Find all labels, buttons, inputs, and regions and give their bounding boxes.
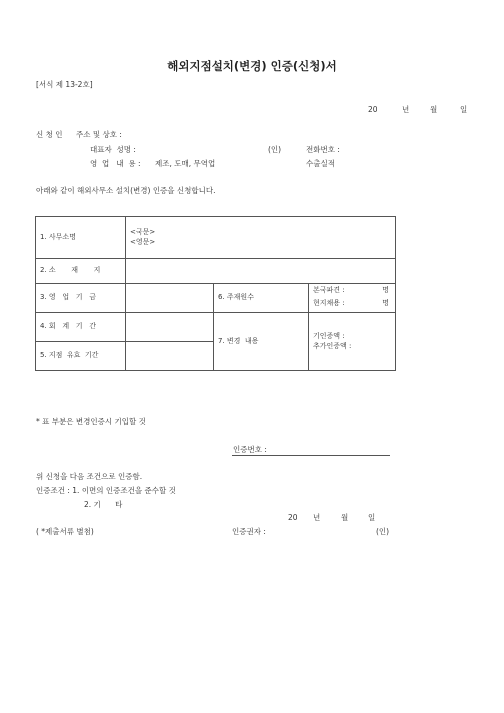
date-bottom-month-label: 월 [341, 513, 349, 522]
validity-period-label: 5. 지점 유효 기간 [36, 342, 126, 371]
phone-label: 전화번호 : [306, 145, 340, 154]
applicant-label: 신 청 인 [36, 130, 63, 139]
authority-seal: (인) [376, 527, 390, 536]
documents-note: ( *제출서류 별첨) [36, 527, 94, 536]
location-cell [126, 259, 396, 284]
existing-amount-label: 기인증액 : [313, 332, 345, 341]
export-label: 수출실적 [306, 159, 335, 168]
representative-label: 대표자 성명 : [90, 145, 136, 154]
change-content-label: 7. 변경 내용 [214, 313, 309, 371]
cert-number-underline [232, 455, 390, 456]
fiscal-period-cell [126, 313, 214, 342]
applicant-seal: (인) [268, 145, 282, 154]
cert-number-label: 인증번호 : [233, 445, 267, 454]
page-title: 해외지점설치(변경) 인증(신청)서 [167, 59, 337, 73]
date-bottom-year: 20 [288, 513, 298, 522]
operating-fund-cell [126, 284, 214, 313]
staff-count-label: 6. 주재원수 [214, 284, 309, 313]
operating-fund-label: 3. 영 업 기 금 [36, 284, 126, 313]
date-bottom-day-label: 일 [368, 513, 376, 522]
date-year-label: 년 [402, 105, 410, 114]
dispatched-staff-label: 본국파견 : [313, 286, 345, 294]
korean-name-label: <국문> [130, 228, 156, 237]
application-table [35, 216, 396, 371]
dispatched-unit: 명 [382, 286, 390, 294]
form-number: [서식 제 13-2호] [36, 80, 93, 89]
address-label: 주소 및 상호 : [76, 130, 122, 139]
date-bottom-year-label: 년 [313, 513, 321, 522]
business-value: 제조, 도매, 무역업 [155, 159, 216, 168]
date-month-label: 월 [430, 105, 438, 114]
condition-2: 2. 기 타 [84, 500, 123, 509]
approval-text: 위 신청을 다음 조건으로 인증함. [36, 472, 143, 481]
condition-1: 인증조건 : 1. 이면의 인증조건을 준수할 것 [36, 486, 176, 495]
intro-text: 아래와 같이 해외사무소 설치(변경) 인증을 신청합니다. [36, 186, 216, 195]
business-label: 영 업 내 용 : [90, 159, 141, 168]
local-unit: 명 [382, 299, 390, 307]
local-staff-label: 현지채용 : [313, 299, 345, 307]
location-label: 2. 소 재 지 [36, 259, 126, 284]
office-name-label: 1. 사무소명 [36, 217, 126, 259]
date-day-label: 일 [460, 105, 468, 114]
fiscal-period-label: 4. 회 계 기 간 [36, 313, 126, 342]
date-year: 20 [368, 105, 378, 114]
note-text: * 표 부분은 변경인증시 기입할 것 [36, 417, 146, 426]
authority-label: 인증권자 : [232, 527, 266, 536]
staff-count-cell [309, 284, 396, 313]
additional-amount-label: 추가인증액 : [313, 341, 352, 350]
english-name-label: <영문> [130, 237, 156, 246]
office-name-cell [126, 217, 396, 259]
validity-period-cell [126, 342, 214, 371]
